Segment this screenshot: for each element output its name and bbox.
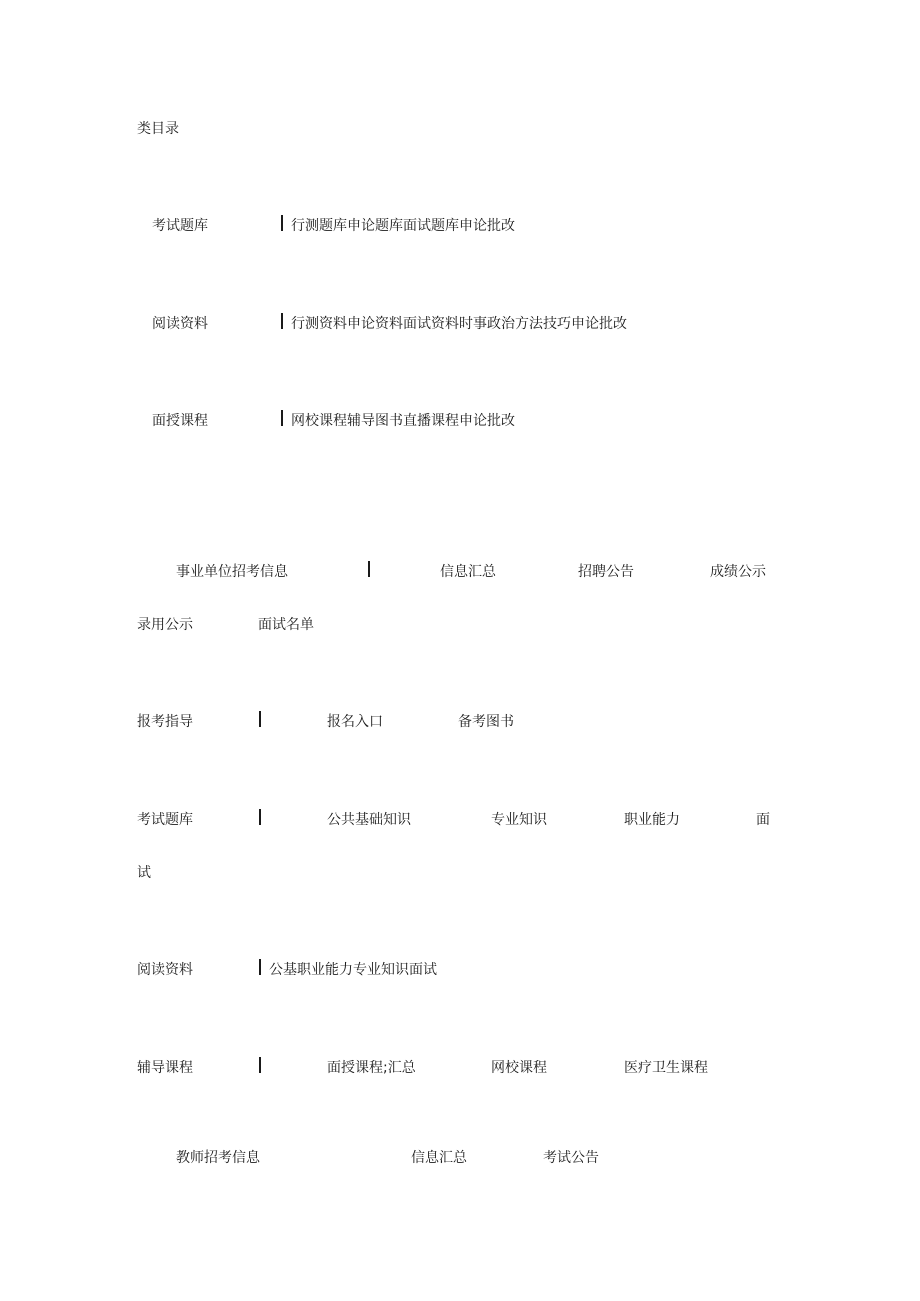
separator-bar <box>368 561 370 577</box>
tiku-label: 考试题库 <box>137 812 193 828</box>
fudao-link-medical[interactable]: 医疗卫生课程 <box>624 1060 708 1076</box>
fudao-link-online[interactable]: 网校课程 <box>491 1060 547 1076</box>
exam-bank-links[interactable]: 行测题库申论题库面试题库申论批改 <box>291 218 515 234</box>
tiku-link-interview-part2[interactable]: 试 <box>137 865 151 881</box>
jiaoshi-link-announcement[interactable]: 考试公告 <box>543 1150 599 1166</box>
baokao-link-books[interactable]: 备考图书 <box>458 714 514 730</box>
shiye-link-hired[interactable]: 录用公示 <box>137 617 193 633</box>
courses-links[interactable]: 网校课程辅导图书直播课程申论批改 <box>291 413 515 429</box>
category-label-exam-bank: 考试题库 <box>152 218 208 234</box>
yuedu-label: 阅读资料 <box>137 962 193 978</box>
tiku-link-professional[interactable]: 专业知识 <box>491 812 547 828</box>
separator-bar <box>281 410 283 426</box>
separator-bar <box>259 711 261 727</box>
page-heading: 类目录 <box>137 121 179 137</box>
yuedu-links[interactable]: 公基职业能力专业知识面试 <box>269 962 437 978</box>
separator-bar <box>259 1057 261 1073</box>
jiaoshi-link-summary[interactable]: 信息汇总 <box>411 1150 467 1166</box>
baokao-label: 报考指导 <box>137 714 193 730</box>
shiye-link-summary[interactable]: 信息汇总 <box>440 564 496 580</box>
shiye-link-announcement[interactable]: 招聘公告 <box>578 564 634 580</box>
jiaoshi-title: 教师招考信息 <box>176 1150 260 1166</box>
shiye-link-interview-list[interactable]: 面试名单 <box>258 617 314 633</box>
separator-bar <box>281 215 283 231</box>
separator-bar <box>259 959 261 975</box>
separator-bar <box>281 313 283 329</box>
tiku-link-interview-part1[interactable]: 面 <box>756 812 770 828</box>
fudao-link-inperson[interactable]: 面授课程;汇总 <box>327 1060 416 1076</box>
category-label-reading: 阅读资料 <box>152 316 208 332</box>
reading-links[interactable]: 行测资料申论资料面试资料时事政治方法技巧申论批改 <box>291 316 627 332</box>
category-label-courses: 面授课程 <box>152 413 208 429</box>
fudao-label: 辅导课程 <box>137 1060 193 1076</box>
separator-bar <box>259 809 261 825</box>
shiye-title: 事业单位招考信息 <box>176 564 288 580</box>
tiku-link-basics[interactable]: 公共基础知识 <box>327 812 411 828</box>
tiku-link-ability[interactable]: 职业能力 <box>624 812 680 828</box>
shiye-link-scores[interactable]: 成绩公示 <box>710 564 766 580</box>
baokao-link-register[interactable]: 报名入口 <box>327 714 383 730</box>
